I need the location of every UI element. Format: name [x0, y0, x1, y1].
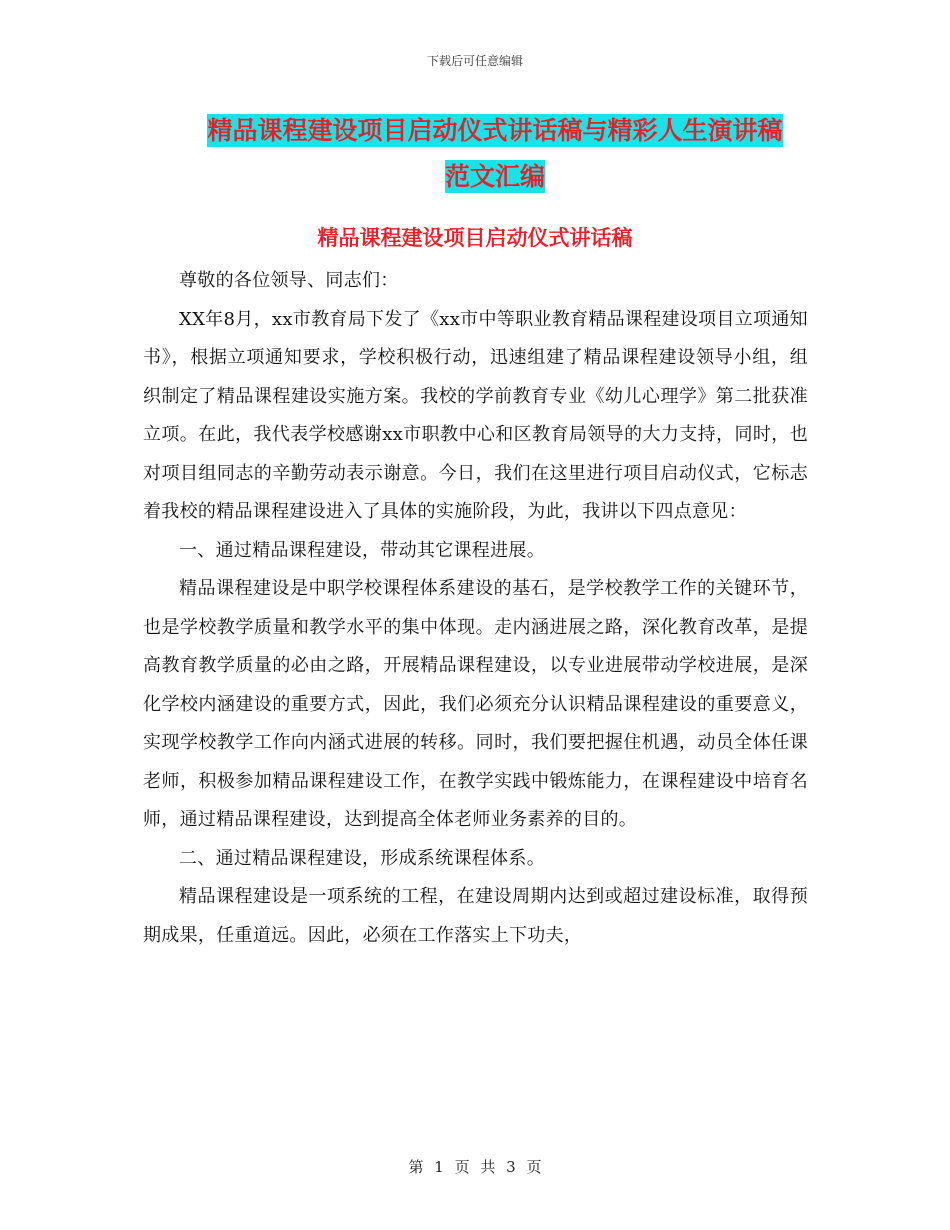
- page-footer: 第 1 页 共 3 页: [408, 1158, 542, 1176]
- paragraph-salutation: 尊敬的各位领导、同志们：: [179, 270, 399, 291]
- paragraph: XX年8月，xx市教育局下发了《xx市中等职业教育精品课程建设项目立项通知书》，根据立项通知要求，学校积极行动，迅速组建了精品课程建设领导小组，组织制定了精品课程建设实施方案。我校的学前教育专业《幼儿心理学》第二批获准立项。在此，我代表学校感谢xx市职教中心和区教育局领导的大力支持，同时，也对项目组同志的辛勤劳动表示谢意。今日，我们在这里进行项目启动仪式，它标志着我校的精品课程建设进入了具体的实施阶段，为此，我讲以下四点意见：: [143, 308, 808, 522]
- body-text: [143, 262, 808, 955]
- document-title-line-2: 范文汇编: [444, 162, 545, 191]
- paragraph-heading-2: 二、通过精品课程建设，形成系统课程体系。: [179, 847, 545, 869]
- document-title-line-1: 精品课程建设项目启动仪式讲话稿与精彩人生演讲稿: [207, 116, 783, 145]
- paragraph: 精品课程建设是中职学校课程体系建设的基石，是学校教学工作的关键环节，也是学校教学质量和教学水平的集中体现。走内涵进展之路，深化教育改革，是提高教育教学质量的必由之路，开展精品课程建设，以专业进展带动学校进展，是深化学校内涵建设的重要方式，因此，我们必须充分认识精品课程建设的重要意义，实现学校教学工作向内涵式进展的转移。同时，我们要把握住机遇，动员全体任课老师，积极参加精品课程建设工作，在教学实践中锻炼能力，在课程建设中培育名师，通过精品课程建设，达到提高全体老师业务素养的目的。: [143, 578, 808, 830]
- document-title: [140, 108, 850, 200]
- paragraph-heading-1: 一、通过精品课程建设，带动其它课程进展。: [179, 539, 545, 561]
- header-note: 下载后可任意编辑: [426, 54, 523, 68]
- paragraph: 精品课程建设是一项系统的工程，在建设周期内达到或超过建设标准，取得预期成果，任重道远。因此，必须在工作落实上下功夫，: [143, 886, 808, 946]
- section-title: 精品课程建设项目启动仪式讲话稿: [317, 226, 633, 250]
